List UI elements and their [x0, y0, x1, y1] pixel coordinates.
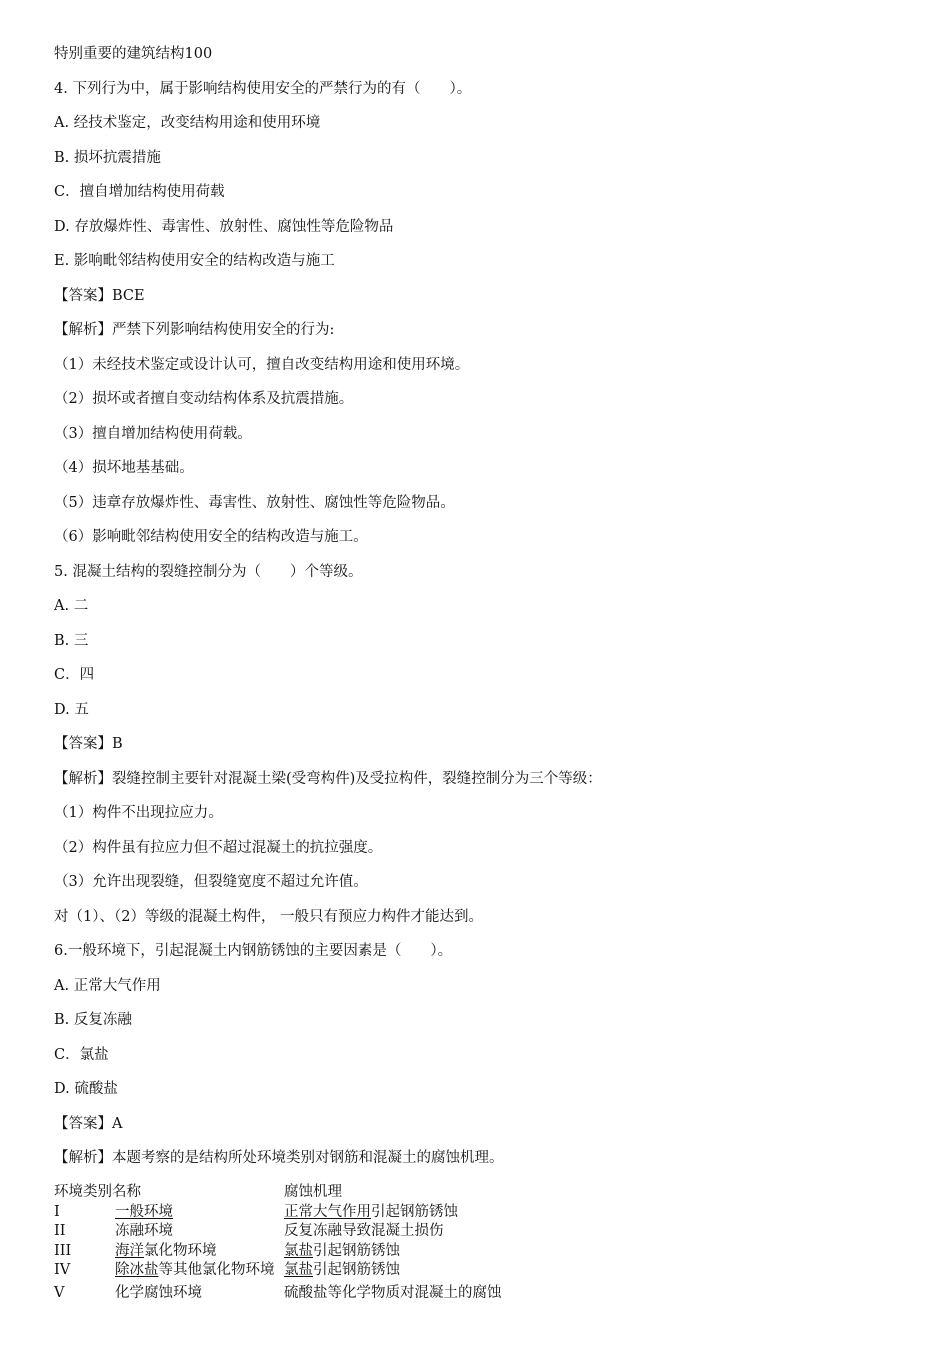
- row-code: II: [54, 1223, 66, 1239]
- row-name: [115, 1203, 173, 1222]
- row-code: III: [54, 1242, 72, 1259]
- mech-text: 引起钢筋锈蚀: [371, 1203, 458, 1220]
- row-mechanism: [284, 1222, 444, 1241]
- q6-option-a: A. 正常大气作用: [54, 977, 161, 994]
- q4-point-6: （6）影响毗邻结构使用安全的结构改造与施工。: [54, 529, 368, 545]
- row-code: I: [54, 1203, 60, 1220]
- row-code: IV: [54, 1262, 71, 1278]
- environment-table: [54, 1183, 914, 1303]
- mech-text: 反复冻融导致混凝土损伤: [284, 1223, 444, 1239]
- row-code: V: [54, 1284, 65, 1301]
- q4-point-1: （1）未经技术鉴定或设计认可，擅自改变结构用途和使用环境。: [54, 356, 470, 373]
- name-text: 冻融环境: [115, 1223, 173, 1239]
- q4-option-d: D. 存放爆炸性、毒害性、放射性、腐蚀性等危险物品: [54, 218, 394, 235]
- mech-underlined: 氯盐: [284, 1242, 313, 1259]
- table-row: [54, 1242, 914, 1262]
- q5-option-a: A. 二: [54, 598, 89, 614]
- q5-point-1: （1）构件不出现拉应力。: [54, 805, 223, 821]
- q6-analysis: 【解析】本题考察的是结构所处环境类别对钢筋和混凝土的腐蚀机理。: [54, 1150, 504, 1166]
- name-underlined: 一般环境: [115, 1203, 173, 1220]
- row-name: [115, 1222, 173, 1241]
- mech-text: 引起钢筋锈蚀: [313, 1262, 400, 1278]
- name-underlined: 除冰盐: [115, 1262, 159, 1278]
- q4-point-4: （4）损坏地基基础。: [54, 460, 194, 476]
- q5-option-d: D. 五: [54, 701, 89, 718]
- q5-analysis: 【解析】裂缝控制主要针对混凝土梁(受弯构件)及受拉构件，裂缝控制分为三个等级：: [54, 770, 602, 787]
- name-text: 氯化物环境: [144, 1242, 217, 1259]
- name-underlined: 海洋: [115, 1242, 144, 1259]
- q5-answer: 【答案】B: [54, 736, 123, 752]
- q6-stem: 6.一般环境下，引起混凝土内钢筋锈蚀的主要因素是（ ）。: [54, 943, 453, 959]
- row-name: [115, 1261, 275, 1280]
- table-header-row: [54, 1183, 914, 1203]
- q6-option-b: B. 反复冻融: [54, 1012, 132, 1028]
- mech-underlined: 正常大气作用: [284, 1203, 371, 1220]
- row-mechanism: [284, 1284, 502, 1303]
- row-mechanism: [284, 1261, 400, 1280]
- q5-point-3: （3）允许出现裂缝，但裂缝宽度不超过允许值。: [54, 874, 368, 890]
- q5-stem: 5. 混凝土结构的裂缝控制分为（ ）个等级。: [54, 563, 363, 580]
- q4-answer: 【答案】BCE: [54, 287, 145, 304]
- table-row: [54, 1203, 914, 1223]
- name-text: 等其他氯化物环境: [158, 1262, 275, 1278]
- q4-option-b: B. 损坏抗震措施: [54, 149, 161, 166]
- q5-option-b: B. 三: [54, 632, 89, 649]
- row-name: [115, 1284, 202, 1303]
- row-mechanism: [284, 1242, 400, 1261]
- q4-option-a: A. 经技术鉴定，改变结构用途和使用环境: [54, 115, 321, 131]
- q4-point-3: （3）擅自增加结构使用荷载。: [54, 425, 252, 442]
- q6-option-d: D. 硫酸盐: [54, 1081, 118, 1097]
- table-row: [54, 1222, 914, 1242]
- page-heading: 特别重要的建筑结构100: [54, 46, 213, 62]
- q5-note: 对（1）、（2）等级的混凝土构件， 一般只有预应力构件才能达到。: [54, 908, 484, 925]
- document-body: [54, 40, 914, 1179]
- q6-option-c: C．氯盐: [54, 1046, 109, 1063]
- table-row: [54, 1284, 914, 1304]
- table-row: [54, 1261, 914, 1281]
- q4-point-2: （2）损坏或者擅自变动结构体系及抗震措施。: [54, 391, 354, 407]
- q4-point-5: （5）违章存放爆炸性、毒害性、放射性、腐蚀性等危险物品。: [54, 494, 455, 511]
- row-mechanism: [284, 1203, 458, 1222]
- q5-option-c: C．四: [54, 667, 95, 683]
- q5-point-2: （2）构件虽有拉应力但不超过混凝土的抗拉强度。: [54, 839, 383, 856]
- q6-answer: 【答案】A: [54, 1115, 123, 1132]
- mech-underlined: 氯盐: [284, 1262, 313, 1278]
- mech-text: 引起钢筋锈蚀: [313, 1242, 400, 1259]
- q4-option-c: C．擅自增加结构使用荷载: [54, 184, 225, 200]
- row-name: [115, 1242, 217, 1261]
- q4-analysis: 【解析】严禁下列影响结构使用安全的行为:: [54, 322, 335, 338]
- header-category: 环境类别名称: [54, 1184, 141, 1200]
- mech-text: 硫酸盐等化学物质对混凝土的腐蚀: [284, 1284, 502, 1301]
- q4-option-e: E. 影响毗邻结构使用安全的结构改造与施工: [54, 253, 335, 269]
- header-mechanism: 腐蚀机理: [284, 1184, 342, 1200]
- name-text: 化学腐蚀环境: [115, 1284, 202, 1301]
- q4-stem: 4. 下列行为中，属于影响结构使用安全的严禁行为的有（ ）。: [54, 80, 472, 97]
